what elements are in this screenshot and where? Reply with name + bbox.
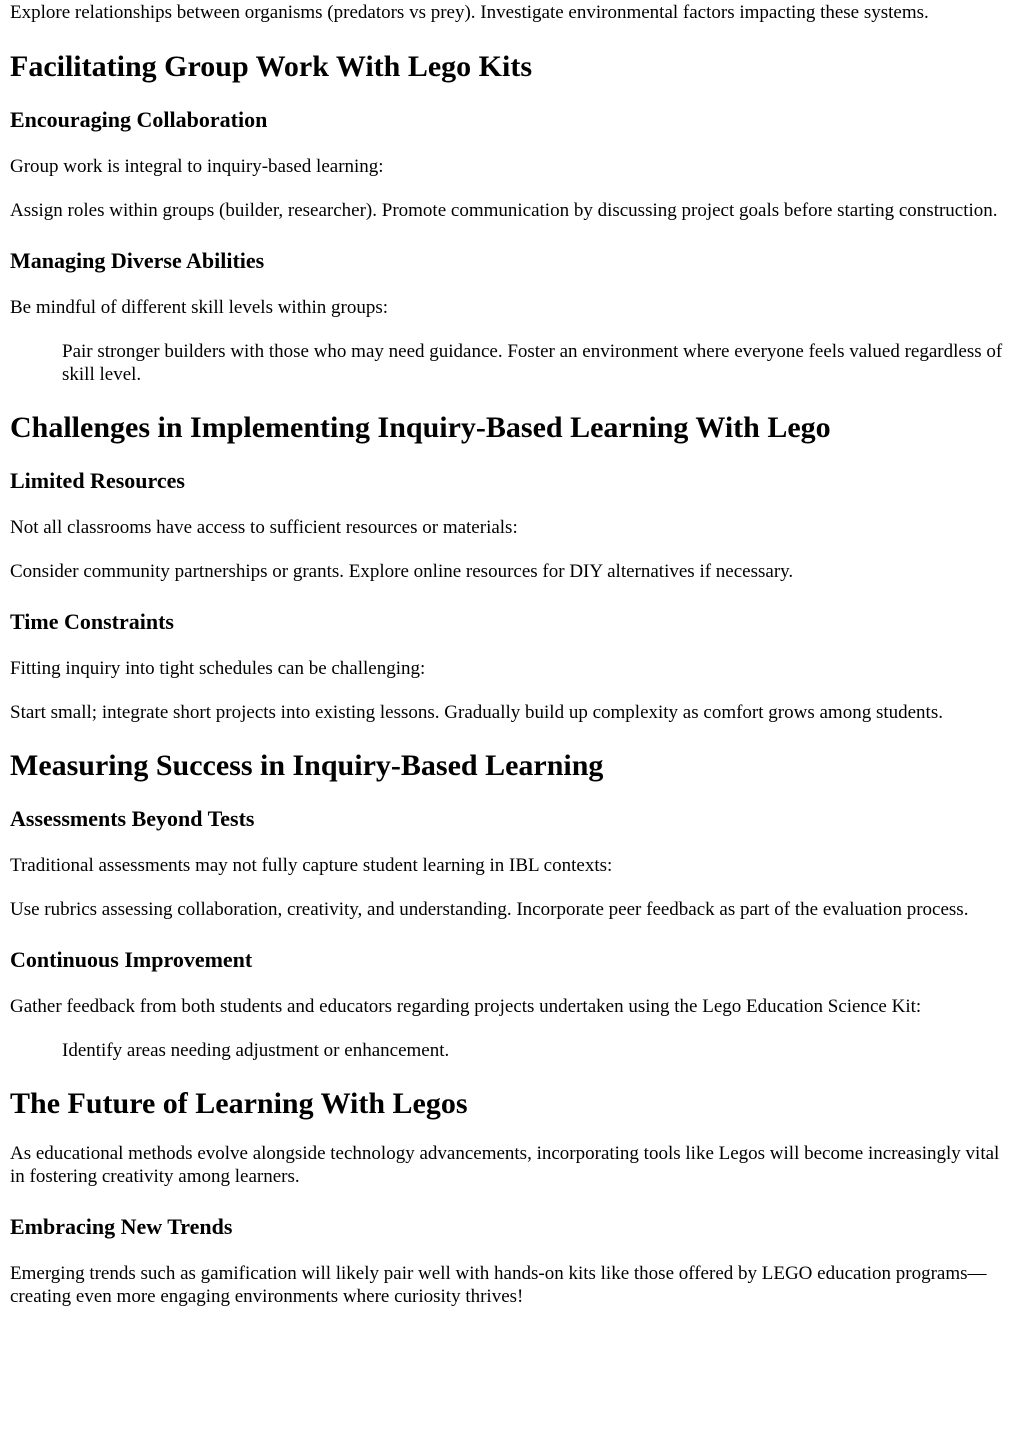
diverse-abilities-lead: Be mindful of different skill levels within groups: — [10, 297, 389, 318]
intro-paragraph: Explore relationships between organisms (predators vs prey). Investigate environmental factors impacting these systems. — [10, 2, 929, 23]
article — [0, 1, 1024, 1308]
section-heading-measuring-success: Measuring Success in Inquiry-Based Learning — [10, 749, 604, 782]
time-constraints-body: Start small; integrate short projects into existing lessons. Gradually build up complexity as comfort grows among students. — [10, 702, 943, 723]
new-trends-body: Emerging trends such as gamification will likely pair well with hands-on kits like those offered by LEGO education programs—creating even more engaging environments where curiosity thrives! — [10, 1263, 987, 1307]
continuous-improvement-quote: Identify areas needing adjustment or enhancement. — [62, 1040, 450, 1061]
diverse-abilities-quote: Pair stronger builders with those who may need guidance. Foster an environment where everyone feels valued regardless of skill level. — [62, 341, 1003, 385]
limited-resources-body: Consider community partnerships or grants. Explore online resources for DIY alternatives if necessary. — [10, 561, 794, 582]
time-constraints-lead: Fitting inquiry into tight schedules can be challenging: — [10, 658, 426, 679]
subheading-limited-resources: Limited Resources — [10, 468, 185, 493]
limited-resources-lead: Not all classrooms have access to sufficient resources or materials: — [10, 517, 518, 538]
subheading-continuous-improvement: Continuous Improvement — [10, 947, 253, 972]
subheading-time-constraints: Time Constraints — [10, 609, 174, 634]
subheading-diverse-abilities: Managing Diverse Abilities — [10, 248, 265, 273]
subheading-assessments: Assessments Beyond Tests — [10, 806, 255, 831]
assessments-body: Use rubrics assessing collaboration, creativity, and understanding. Incorporate peer feedback as part of the evaluation process. — [10, 899, 969, 920]
section-heading-challenges: Challenges in Implementing Inquiry-Based Learning With Lego — [10, 411, 831, 444]
section-heading-group-work: Facilitating Group Work With Lego Kits — [10, 50, 533, 83]
subheading-new-trends: Embracing New Trends — [10, 1214, 233, 1239]
collaboration-body: Assign roles within groups (builder, researcher). Promote communication by discussing project goals before starting construction. — [10, 200, 998, 221]
subheading-collaboration: Encouraging Collaboration — [10, 107, 268, 132]
collaboration-lead: Group work is integral to inquiry-based learning: — [10, 156, 384, 177]
continuous-improvement-lead: Gather feedback from both students and educators regarding projects undertaken using the Lego Education Science Kit: — [10, 996, 922, 1017]
section-heading-future: The Future of Learning With Legos — [10, 1087, 468, 1120]
future-body: As educational methods evolve alongside technology advancements, incorporating tools like Legos will become increasingly vital in fostering creativity among learners. — [10, 1143, 1000, 1187]
assessments-lead: Traditional assessments may not fully capture student learning in IBL contexts: — [10, 855, 613, 876]
